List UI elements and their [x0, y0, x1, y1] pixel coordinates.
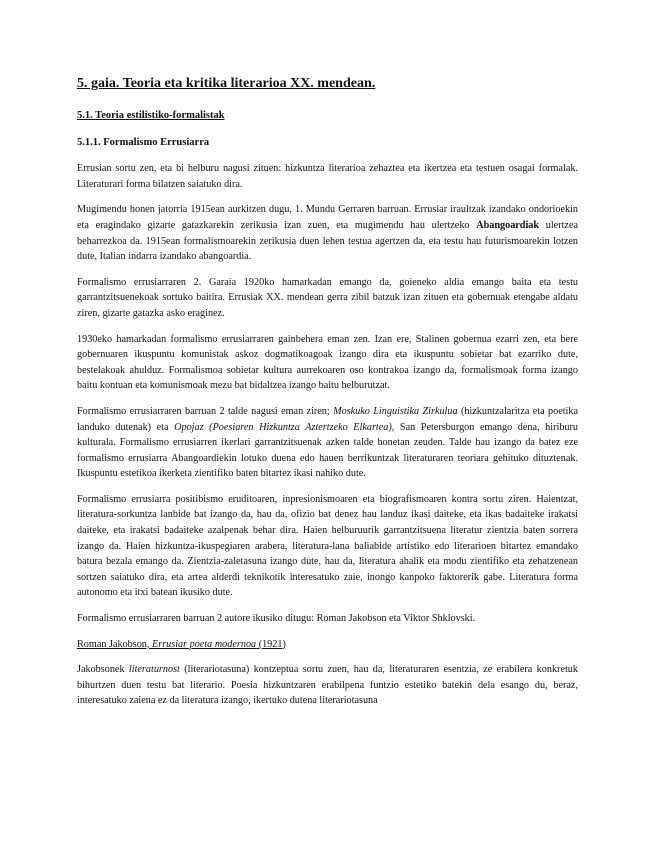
text-run: (hizkuntzalaritza eta poetika landuko dutenak) eta — [77, 405, 578, 433]
text-run: (literariotasuna) kontzeptua sortu zuen, hau da, literaturaren esentzia, ze erabilera konkretuk bihurtzen duen testu bat literario. Poesia hizkuntzaren erabilpena funtzio estetiko batekin dela esango du, beraz, interesatuko zaiena ez da literatura izango, ikertuko dutena literariotasuna — [77, 664, 578, 707]
paragraph-decline: 1930eko hamarkadan formalismo errusiarraren gainbehera eman zen. Izan ere, Stalinen gobernua ezarri zen, eta bere gobernuaren ikuspuntu komunistak askoz dogmatikoagoak izango dira eta ikuspuntu sobietar bat ezarriko dute, bestelakoak ahulduz. Formalismoa sobietar kultura aurrekoaren oso kontrakoa izango da, formalismoak forma izango baitu kontuan eta komunismoak mezu bat bidaltzea izango baitu helburutzat. — [77, 333, 578, 392]
jakobson-heading — [77, 637, 578, 653]
bold-term-abangoardiak: Abangoardiak — [476, 219, 540, 231]
text-run: Formalismo errusiarraren barruan 2 talde nagusi eman ziren; — [77, 405, 334, 417]
document-page — [77, 74, 578, 719]
author-name: Roman Jakobson, — [77, 638, 152, 650]
paragraph-origin — [77, 202, 578, 264]
text-run: , San Petersburgon emango dena, hiriburu kulturala. Formalismo errusiarren ikerlari garrantzitsuenak azken talde honetan zeuden. Talde hau izango da batez eze formalismo errusiarra Abangoardiekin lotuko duena edo hauen berrikuntzak literaturaren teoriara gehituko dituztenak. Ikuspuntu estetikoa ikerketa zientifiko baten bitartez ikasi nahiko dute. — [77, 421, 579, 480]
text-run: Mugimendu honen jatorria 1915ean aurkitzen dugu, 1. Mundu Gerraren barruan. Errusiar iraultzak izandako ondorioekin eta eragindako gizarte gatazkarekin zerikusia izan zuen, eta mugimendu hau ulertzeko — [77, 204, 578, 231]
paragraph-groups — [77, 404, 578, 482]
paragraph-intro: Errusian sortu zen, eta bi helburu nagusi zituen: hizkuntza literarioa zehaztea eta ikertzea eta testuen osagai formalak. Literaturari forma bilatzen saiatuko dira. — [77, 163, 578, 190]
work-year: (1921) — [256, 638, 286, 650]
text-run: Jakobsonek — [77, 664, 129, 676]
paragraph-second-period: Formalismo errusiarraren 2. Garaia 1920ko hamarkadan emango da, goieneko aldia emango baita eta testu garrantzitsuenekoak sortuko baitira. Errusiak XX. mendean gerra zibil batzuk izan zituen eta gobernuak etengabe aldatu ziren, gizarte gatazka asko eraginez. — [77, 276, 578, 319]
italic-term-literaturnost: literaturnost — [128, 664, 180, 676]
text-run: ulertzea beharrezkoa da. 1915ean formalismoarekin zerikusia duen lehen testua agertzen da, eta testu hau futurismoarekin lotzen dute, Italian indarra izandako abangoardia. — [77, 219, 578, 263]
chapter-heading: 5. gaia. Teoria eta kritika literarioa XX. mendean. — [77, 76, 376, 91]
section-heading: 5.1. Teoria estilistiko-formalistak — [77, 110, 225, 121]
paragraph-against-positivism: Formalismo errusiarra positibismo eruditoaren, inpresionismoaren eta biografismoaren kontra sortu ziren. Haientzat, literatura-sorkuntza lanbide bat izango da, hau da, ofizio bat denez hau landuz ikasi daiteke, eta ikas badaiteke irakatsi daiteke, eta irakatsi badaiteke azalpenak behar dira. Haien helburuurik garrantzitsuena literatur zientzia baten sorrera izango da. Haien hizkuntza-ikuspegiaren arabera, literatura-lana baliabide artistiko edo literarioen bitartez emandako batura bezala emango da. Zientzia-zaletasuna izango dute, hau da, literatura ahalik eta modu zientifiko eta zehatzenean sortzen saiatuko dira, eta artea alderdi teknikotik interesatuko zaie, inongo kanpoko faktorerik gabe. Literatura forma autonomo eta itxi batean ikusiko dute. — [77, 493, 578, 599]
subsection-heading: 5.1.1. Formalismo Errusiarra — [77, 136, 210, 148]
italic-term-moscow-circle: Moskuko Linguistika Zirkulua — [333, 405, 458, 417]
paragraph-authors: Formalismo errusiarraren barruan 2 autore ikusiko ditugu: Roman Jakobson eta Viktor Shklovski. — [77, 613, 476, 625]
work-title: Errusiar poeta modernoa — [152, 638, 257, 650]
paragraph-literariness — [77, 662, 578, 709]
italic-term-opojaz: Opojaz (Poesiaren Hizkuntza Aztertzeko Elkartea) — [174, 421, 392, 433]
